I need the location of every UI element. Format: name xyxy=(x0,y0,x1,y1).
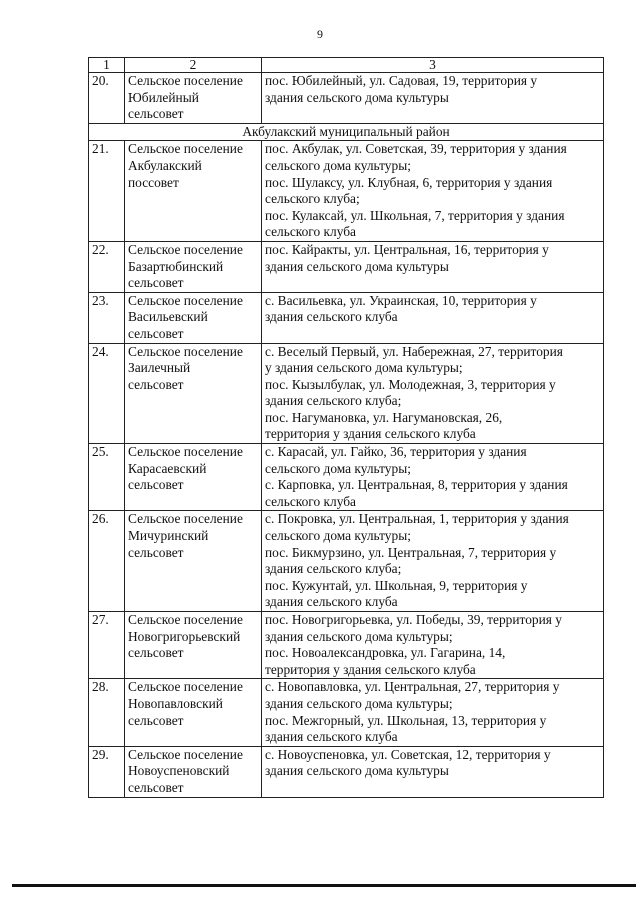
settlement-name-line: Сельское поселение xyxy=(128,679,243,695)
settlement-name-line: сельсовет xyxy=(128,645,184,661)
settlement-name-line: Сельское поселение xyxy=(128,241,243,257)
settlement-name-line: Васильевский xyxy=(128,309,208,325)
address-line: здания сельского клуба; xyxy=(265,561,402,577)
row-number: 25. xyxy=(89,444,125,511)
settlement-name-line: сельсовет xyxy=(128,712,184,728)
address-line: здания сельского клуба; xyxy=(265,393,402,409)
header-col-1: 1 xyxy=(89,58,125,73)
settlement-name-line: Юбилейный xyxy=(128,89,199,105)
settlement-name xyxy=(125,141,262,242)
address-line: здания сельского дома культуры; xyxy=(265,695,453,711)
settlement-name-line: Сельское поселение xyxy=(128,612,243,627)
settlement-name-line: Мичуринский xyxy=(128,528,209,544)
settlement-name-line: сельсовет xyxy=(128,325,184,341)
table-row xyxy=(89,292,604,343)
address-line: пос. Кызылбулак, ул. Молодежная, 3, территория у xyxy=(265,376,556,392)
address-line: пос. Бикмурзино, ул. Центральная, 7, территория у xyxy=(265,544,557,560)
settlement-name-line: Сельское поселение xyxy=(128,746,243,762)
address-line: с. Веселый Первый, ул. Набережная, 27, территория xyxy=(265,343,563,359)
address-line: здания сельского дома культуры xyxy=(265,258,449,274)
address-line: пос. Кужунтай, ул. Школьная, 9, территория у xyxy=(265,577,528,593)
settlement-name-line: Сельское поселение xyxy=(128,511,243,527)
address-line: здания сельского клуба xyxy=(265,309,398,325)
address-line: территория у здания сельского клуба xyxy=(265,426,476,442)
row-number: 27. xyxy=(89,612,125,679)
address-line: сельского клуба xyxy=(265,493,356,509)
address-line: сельского клуба xyxy=(265,224,356,240)
address-line: пос. Кулаксай, ул. Школьная, 7, территория у здания xyxy=(265,207,565,223)
row-number: 29. xyxy=(89,746,125,797)
address-line: у здания сельского дома культуры; xyxy=(265,360,463,376)
settlement-name-line: Акбулакский xyxy=(128,157,202,173)
page-number: 9 xyxy=(317,27,323,41)
address-line: с. Новопавловка, ул. Центральная, 27, территория у xyxy=(265,679,560,695)
address-line: пос. Межгорный, ул. Школьная, 13, территория у xyxy=(265,712,547,728)
address-cell xyxy=(262,241,604,292)
address-line: с. Карповка, ул. Центральная, 8, территория у здания xyxy=(265,477,568,493)
district-title: Акбулакский муниципальный район xyxy=(89,123,604,141)
settlement-name-line: сельсовет xyxy=(128,779,184,795)
settlement-name-line: поссовет xyxy=(128,174,179,190)
district-row xyxy=(89,123,604,141)
settlement-name xyxy=(125,746,262,797)
table-row xyxy=(89,444,604,511)
address-line: пос. Нагумановка, ул. Нагумановская, 26, xyxy=(265,409,503,425)
address-cell xyxy=(262,679,604,746)
table-row xyxy=(89,73,604,124)
settlement-name-line: сельсовет xyxy=(128,275,184,291)
settlement-name-line: Сельское поселение xyxy=(128,343,243,359)
address-line: сельского дома культуры; xyxy=(265,157,411,173)
settlement-name-line: Сельское поселение xyxy=(128,73,243,88)
settlement-name-line: сельсовет xyxy=(128,544,184,560)
address-line: с. Новоуспеновка, ул. Советская, 12, территория у xyxy=(265,746,551,762)
address-line: пос. Новоалександровка, ул. Гагарина, 14, xyxy=(265,645,506,661)
address-line: сельского клуба; xyxy=(265,191,360,207)
address-line: пос. Кайракты, ул. Центральная, 16, территория у xyxy=(265,241,549,257)
table-row xyxy=(89,612,604,679)
settlement-name xyxy=(125,73,262,124)
bottom-rule xyxy=(12,884,636,887)
settlement-name xyxy=(125,444,262,511)
address-cell xyxy=(262,511,604,612)
settlement-name-line: сельсовет xyxy=(128,106,184,122)
row-number: 28. xyxy=(89,679,125,746)
settlement-name-line: Сельское поселение xyxy=(128,292,243,308)
table-header-row xyxy=(89,58,604,73)
address-cell xyxy=(262,444,604,511)
address-cell xyxy=(262,343,604,444)
settlement-name-line: сельсовет xyxy=(128,477,184,493)
table-row xyxy=(89,511,604,612)
table-row xyxy=(89,679,604,746)
address-line: с. Карасай, ул. Гайко, 36, территория у здания xyxy=(265,444,527,460)
settlement-name xyxy=(125,292,262,343)
address-line: с. Покровка, ул. Центральная, 1, территория у здания xyxy=(265,511,569,527)
settlements-table xyxy=(88,57,604,798)
settlement-name xyxy=(125,612,262,679)
address-line: пос. Юбилейный, ул. Садовая, 19, территория у xyxy=(265,73,538,88)
address-line: сельского дома культуры; xyxy=(265,528,411,544)
address-line: здания сельского дома культуры; xyxy=(265,628,453,644)
settlement-name-line: Базартюбинский xyxy=(128,258,224,274)
settlement-name-line: Сельское поселение xyxy=(128,444,243,460)
address-line: пос. Акбулак, ул. Советская, 39, территория у здания xyxy=(265,141,567,157)
address-line: пос. Шулаксу, ул. Клубная, 6, территория у здания xyxy=(265,174,553,190)
row-number: 21. xyxy=(89,141,125,242)
table-row xyxy=(89,241,604,292)
settlement-name-line: Сельское поселение xyxy=(128,141,243,157)
settlement-name-line: сельсовет xyxy=(128,376,184,392)
address-cell xyxy=(262,746,604,797)
address-cell xyxy=(262,612,604,679)
address-line: сельского дома культуры; xyxy=(265,460,411,476)
header-col-2: 2 xyxy=(125,58,262,73)
address-line: с. Васильевка, ул. Украинская, 10, территория у xyxy=(265,292,537,308)
row-number: 24. xyxy=(89,343,125,444)
table-row xyxy=(89,141,604,242)
address-line: здания сельского дома культуры xyxy=(265,763,449,779)
header-col-3: 3 xyxy=(262,58,604,73)
address-cell xyxy=(262,292,604,343)
address-line: пос. Новогригорьевка, ул. Победы, 39, территория у xyxy=(265,612,562,627)
address-line: здания сельского клуба xyxy=(265,729,398,745)
address-line: здания сельского дома культуры xyxy=(265,89,449,105)
row-number: 22. xyxy=(89,241,125,292)
settlement-name-line: Заилечный xyxy=(128,360,191,376)
address-line: здания сельского клуба xyxy=(265,594,398,610)
address-cell xyxy=(262,73,604,124)
row-number: 20. xyxy=(89,73,125,124)
settlement-name xyxy=(125,241,262,292)
settlement-name-line: Новоуспеновский xyxy=(128,763,230,779)
settlement-name-line: Карасаевский xyxy=(128,460,207,476)
row-number: 26. xyxy=(89,511,125,612)
settlement-name xyxy=(125,511,262,612)
table-row xyxy=(89,746,604,797)
table-body xyxy=(89,58,604,798)
row-number: 23. xyxy=(89,292,125,343)
address-cell xyxy=(262,141,604,242)
table-row xyxy=(89,343,604,444)
settlement-name-line: Новогригорьевский xyxy=(128,628,241,644)
settlement-name-line: Новопавловский xyxy=(128,695,223,711)
settlement-name xyxy=(125,343,262,444)
settlement-name xyxy=(125,679,262,746)
address-line: территория у здания сельского клуба xyxy=(265,661,476,677)
